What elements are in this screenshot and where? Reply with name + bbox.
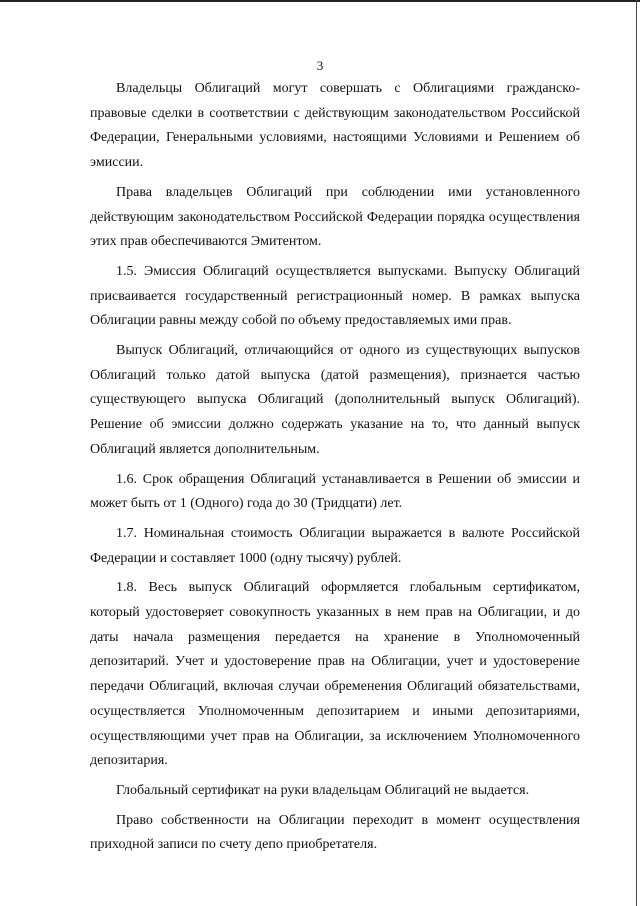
paragraph-owner-rights: Права владельцев Облигаций при соблюдении ими установленного действующим законодательством Российской Федерации порядка осуществления этих прав обеспечиваются Эмитентом. [90,184,580,250]
paragraph-additional-issue: Выпуск Облигаций, отличающийся от одного из существующих выпусков Облигаций только датой выпуска (датой размещения), признается частью существующего выпуска Облигаций (дополнительный выпуск Облигаций). Решение об эмиссии должно содержать указание на то, что данный выпуск Облигаций является дополнительным. [90,343,580,457]
paragraph-1-5-issue: 1.5. Эмиссия Облигаций осуществляется выпусками. Выпуску Облигаций присваивается государственный регистрационный номер. В рамках выпуска Облигации равны между собой по объему предоставляемых ими прав. [90,263,580,329]
paragraph-certificate-not-issued: Глобальный сертификат на руки владельцам Облигаций не выдается. [116,782,530,798]
scan-right-edge [636,0,637,906]
paragraph-ownership-transfer: Право собственности на Облигации переходит в момент осуществления приходной записи по счету депо приобретателя. [90,812,580,853]
document-body [90,77,580,858]
page-number: 3 [316,58,324,73]
paragraph-1-8-certificate: 1.8. Весь выпуск Облигаций оформляется глобальным сертификатом, который удостоверяет совокупность указанных в нем прав на Облигации, и до даты начала размещения передается на хранение в Уполномоченный депозитарий. Учет и удостоверение прав на Облигации, учет и удостоверение передачи Облигаций, включая случаи обременения Облигаций обязательствами, осуществляется Уполномоченным депозитарием и иными депозитариями, осуществляющими учет прав на Облигации, за исключением Уполномоченного депозитария. [90,580,580,769]
paragraph-1-7-nominal: 1.7. Номинальная стоимость Облигации выражается в валюте Российской Федерации и составляет 1000 (одну тысячу) рублей. [90,525,580,566]
paragraph-transactions: Владельцы Облигаций могут совершать с Облигациями гражданско-правовые сделки в соответствии с действующим законодательством Российской Федерации, Генеральными условиями, настоящими Условиями и Решением об эмиссии. [90,81,580,171]
scan-top-edge [0,0,640,2]
paragraph-1-6-term: 1.6. Срок обращения Облигаций устанавливается в Решении об эмиссии и может быть от 1 (Одного) года до 30 (Тридцати) лет. [90,471,580,512]
